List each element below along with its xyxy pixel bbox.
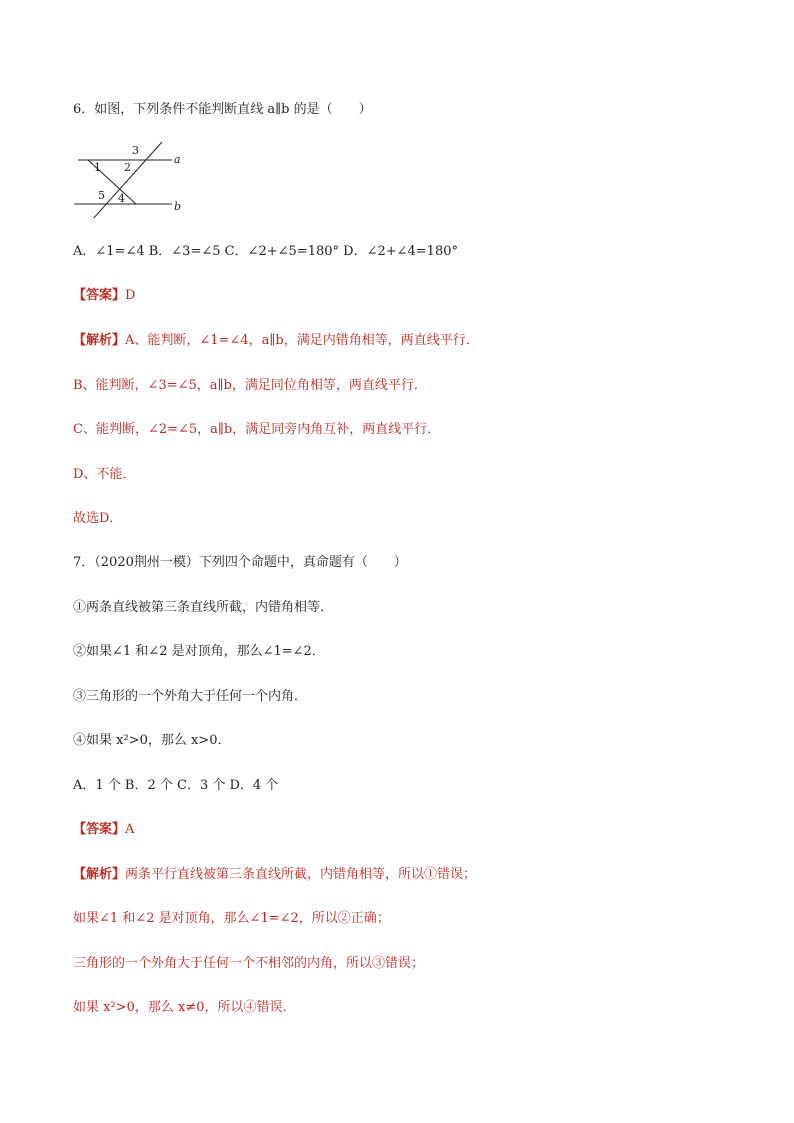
angle-label-1: 1 [94, 161, 101, 174]
q6-analysis-row [73, 332, 479, 350]
q7-analysis-line: 如果 x²>0，那么 x≠0，所以④错误． [73, 1000, 296, 1015]
q7-analysis-line: 三角形的一个外角大于任何一个不相邻的内角，所以③错误； [73, 956, 425, 971]
analysis-tag: 【解析】 [73, 333, 126, 348]
q7-answer-row [73, 821, 134, 839]
answer-value: D [125, 288, 136, 303]
analysis-text: A、能判断，∠1=∠4，a∥b，满足内错角相等，两直线平行． [125, 333, 479, 348]
answer-tag: 【答案】 [73, 822, 126, 837]
q6-question: 6．如图，下列条件不能判断直线 a∥b 的是（ ） [73, 102, 372, 117]
q6-analysis-line: 故选D． [73, 511, 123, 526]
q7-options: A．1 个 B．2 个 C．3 个 D．4 个 [73, 778, 279, 793]
q6-figure [70, 140, 190, 218]
q7-analysis-row [73, 866, 476, 884]
analysis-text: 两条平行直线被第三条直线所截，内错角相等，所以①错误； [125, 867, 477, 882]
angle-label-2: 2 [124, 161, 131, 174]
q7-statement: ②如果∠1 和∠2 是对顶角，那么∠1=∠2． [73, 644, 325, 659]
q7-question: 7．（2020荆州一模）下列四个命题中，真命题有（ ） [73, 555, 407, 570]
q7-statement: ④如果 x²>0，那么 x>0． [73, 733, 231, 748]
q6-analysis-line: C、能判断，∠2=∠5，a∥b，满足同旁内角互补，两直线平行． [73, 422, 441, 437]
angle-label-5: 5 [98, 189, 105, 202]
answer-tag: 【答案】 [73, 288, 126, 303]
line-a-label: a [174, 153, 181, 166]
q7-statement: ③三角形的一个外角大于任何一个内角． [73, 689, 308, 704]
transversal-1 [92, 142, 162, 218]
q6-answer-row [73, 287, 135, 305]
line-b-label: b [174, 200, 182, 213]
analysis-tag: 【解析】 [73, 867, 126, 882]
angle-label-3: 3 [132, 144, 139, 157]
angle-label-4: 4 [118, 192, 125, 205]
q6-analysis-line: D、不能． [73, 467, 136, 482]
q6-options: A．∠1=∠4 B．∠3=∠5 C．∠2+∠5=180° D．∠2+∠4=180° [73, 244, 458, 259]
parallel-lines-diagram [70, 140, 190, 218]
q7-analysis-line: 如果∠1 和∠2 是对顶角，那么∠1=∠2，所以②正确； [73, 911, 390, 926]
q7-statement: ①两条直线被第三条直线所截，内错角相等． [73, 600, 334, 615]
answer-value: A [125, 822, 135, 837]
q6-analysis-line: B、能判断，∠3=∠5，a∥b，满足同位角相等，两直线平行． [73, 378, 427, 393]
